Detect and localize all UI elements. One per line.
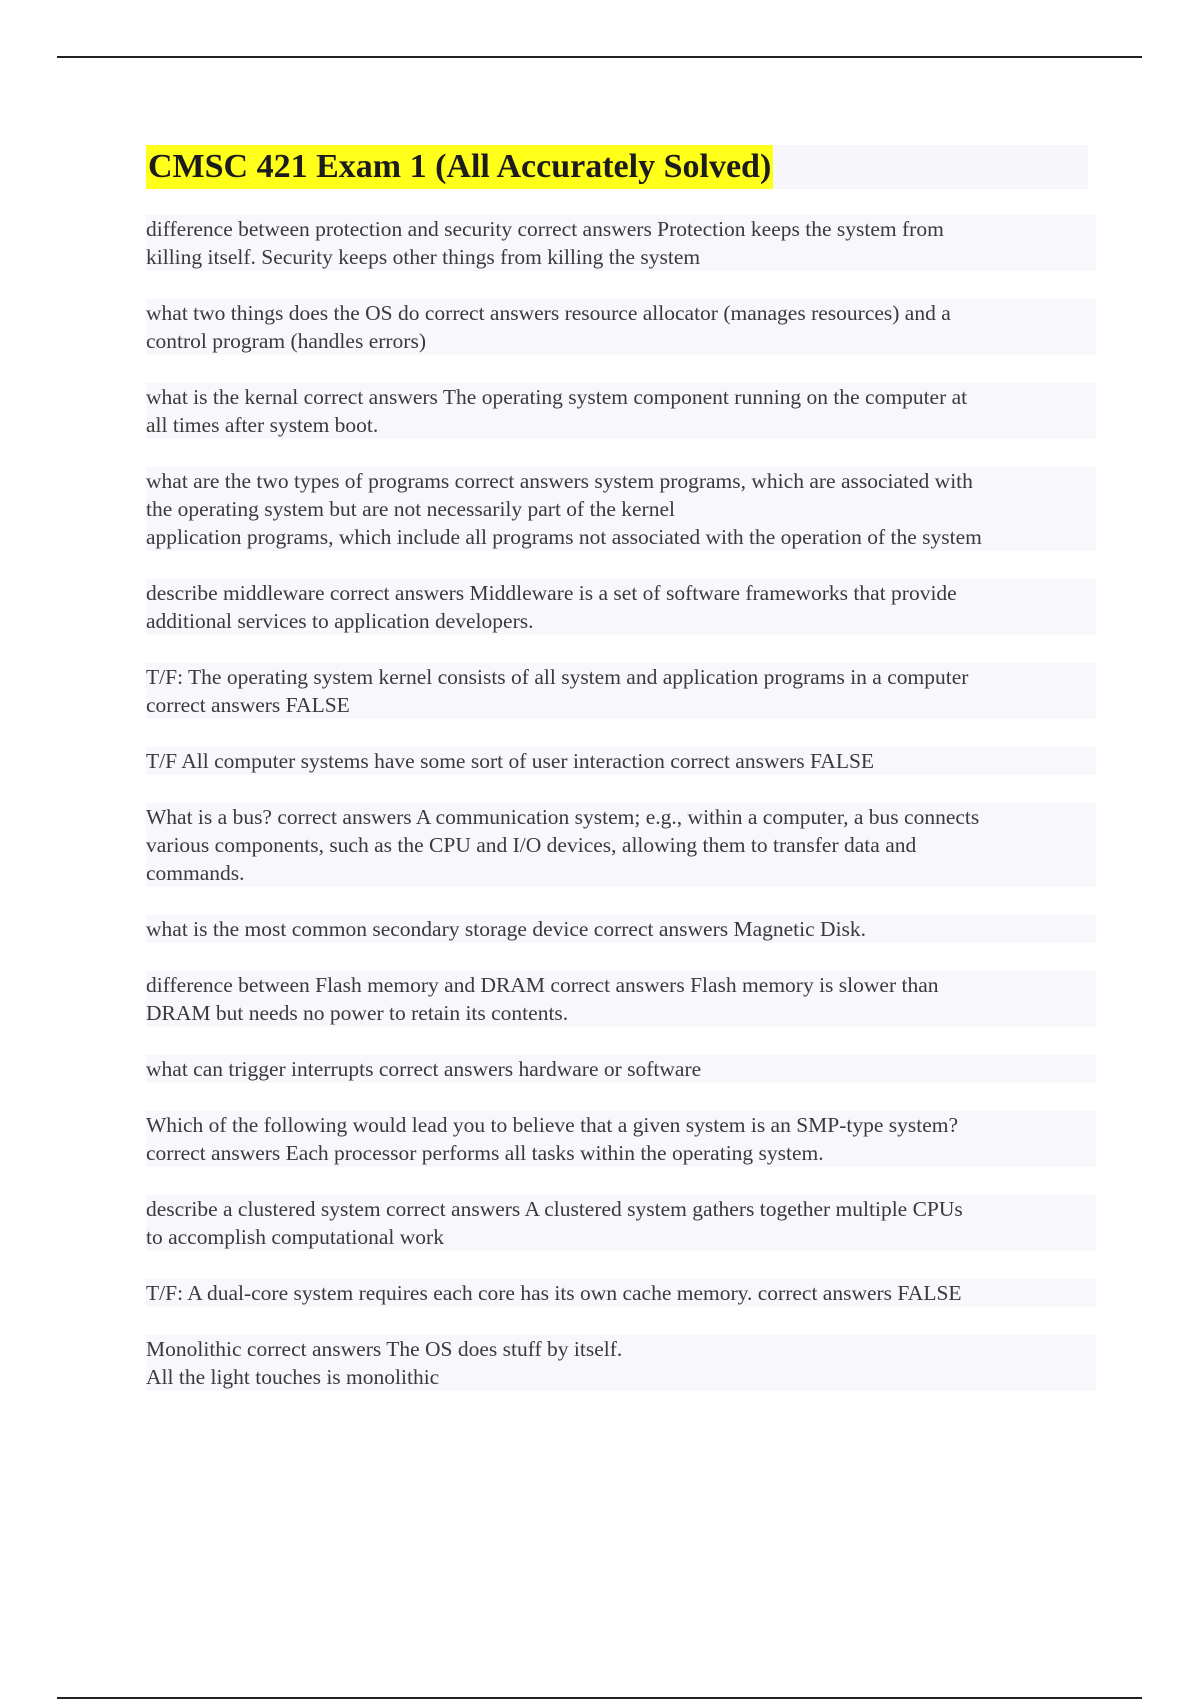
qa-line: the operating system but are not necessarily part of the kernel	[146, 497, 675, 521]
page-title: CMSC 421 Exam 1 (All Accurately Solved)	[146, 145, 773, 189]
qa-line: various components, such as the CPU and I/O devices, allowing them to transfer data and	[146, 833, 917, 857]
qa-line: DRAM but needs no power to retain its contents.	[146, 1001, 569, 1025]
qa-line: killing itself. Security keeps other things from killing the system	[146, 245, 701, 269]
qa-line: what is the kernal correct answers The operating system component running on the computer at	[146, 385, 968, 409]
qa-item	[146, 971, 1096, 1027]
qa-line: T/F: A dual-core system requires each core has its own cache memory. correct answers FALSE	[146, 1281, 962, 1305]
qa-line: what is the most common secondary storage device correct answers Magnetic Disk.	[146, 917, 867, 941]
qa-line: All the light touches is monolithic	[146, 1365, 440, 1389]
qa-item	[146, 663, 1096, 719]
qa-line: what two things does the OS do correct answers resource allocator (manages resources) and a	[146, 301, 951, 325]
qa-line: correct answers Each processor performs all tasks within the operating system.	[146, 1141, 824, 1165]
qa-line: T/F All computer systems have some sort of user interaction correct answers FALSE	[146, 749, 875, 773]
qa-line: difference between Flash memory and DRAM correct answers Flash memory is slower than	[146, 973, 939, 997]
qa-item	[146, 383, 1096, 439]
qa-list	[146, 215, 1096, 1419]
qa-line: describe middleware correct answers Middleware is a set of software frameworks that provide	[146, 581, 957, 605]
qa-line: describe a clustered system correct answers A clustered system gathers together multiple CPUs	[146, 1197, 963, 1221]
qa-item	[146, 579, 1096, 635]
qa-item	[146, 915, 1096, 943]
qa-item	[146, 803, 1096, 887]
qa-line: commands.	[146, 861, 245, 885]
qa-item	[146, 1279, 1096, 1307]
qa-line: all times after system boot.	[146, 413, 379, 437]
top-rule	[57, 56, 1142, 58]
qa-item	[146, 299, 1096, 355]
qa-line: correct answers FALSE	[146, 693, 350, 717]
qa-item	[146, 1055, 1096, 1083]
qa-line: Monolithic correct answers The OS does stuff by itself.	[146, 1337, 623, 1361]
qa-line: What is a bus? correct answers A communication system; e.g., within a computer, a bus connects	[146, 805, 980, 829]
qa-item	[146, 1335, 1096, 1391]
qa-item	[146, 215, 1096, 271]
qa-line: what are the two types of programs correct answers system programs, which are associated with	[146, 469, 973, 493]
title-row	[146, 145, 1088, 189]
qa-line: application programs, which include all programs not associated with the operation of the system	[146, 525, 982, 549]
qa-item	[146, 1195, 1096, 1251]
qa-line: difference between protection and security correct answers Protection keeps the system from	[146, 217, 944, 241]
qa-line: what can trigger interrupts correct answers hardware or software	[146, 1057, 702, 1081]
qa-item	[146, 1111, 1096, 1167]
qa-line: Which of the following would lead you to believe that a given system is an SMP-type system?	[146, 1113, 959, 1137]
qa-item	[146, 747, 1096, 775]
qa-line: additional services to application developers.	[146, 609, 534, 633]
qa-line: control program (handles errors)	[146, 329, 426, 353]
qa-item	[146, 467, 1096, 551]
bottom-rule	[57, 1697, 1142, 1699]
qa-line: to accomplish computational work	[146, 1225, 444, 1249]
qa-line: T/F: The operating system kernel consists of all system and application programs in a computer	[146, 665, 969, 689]
